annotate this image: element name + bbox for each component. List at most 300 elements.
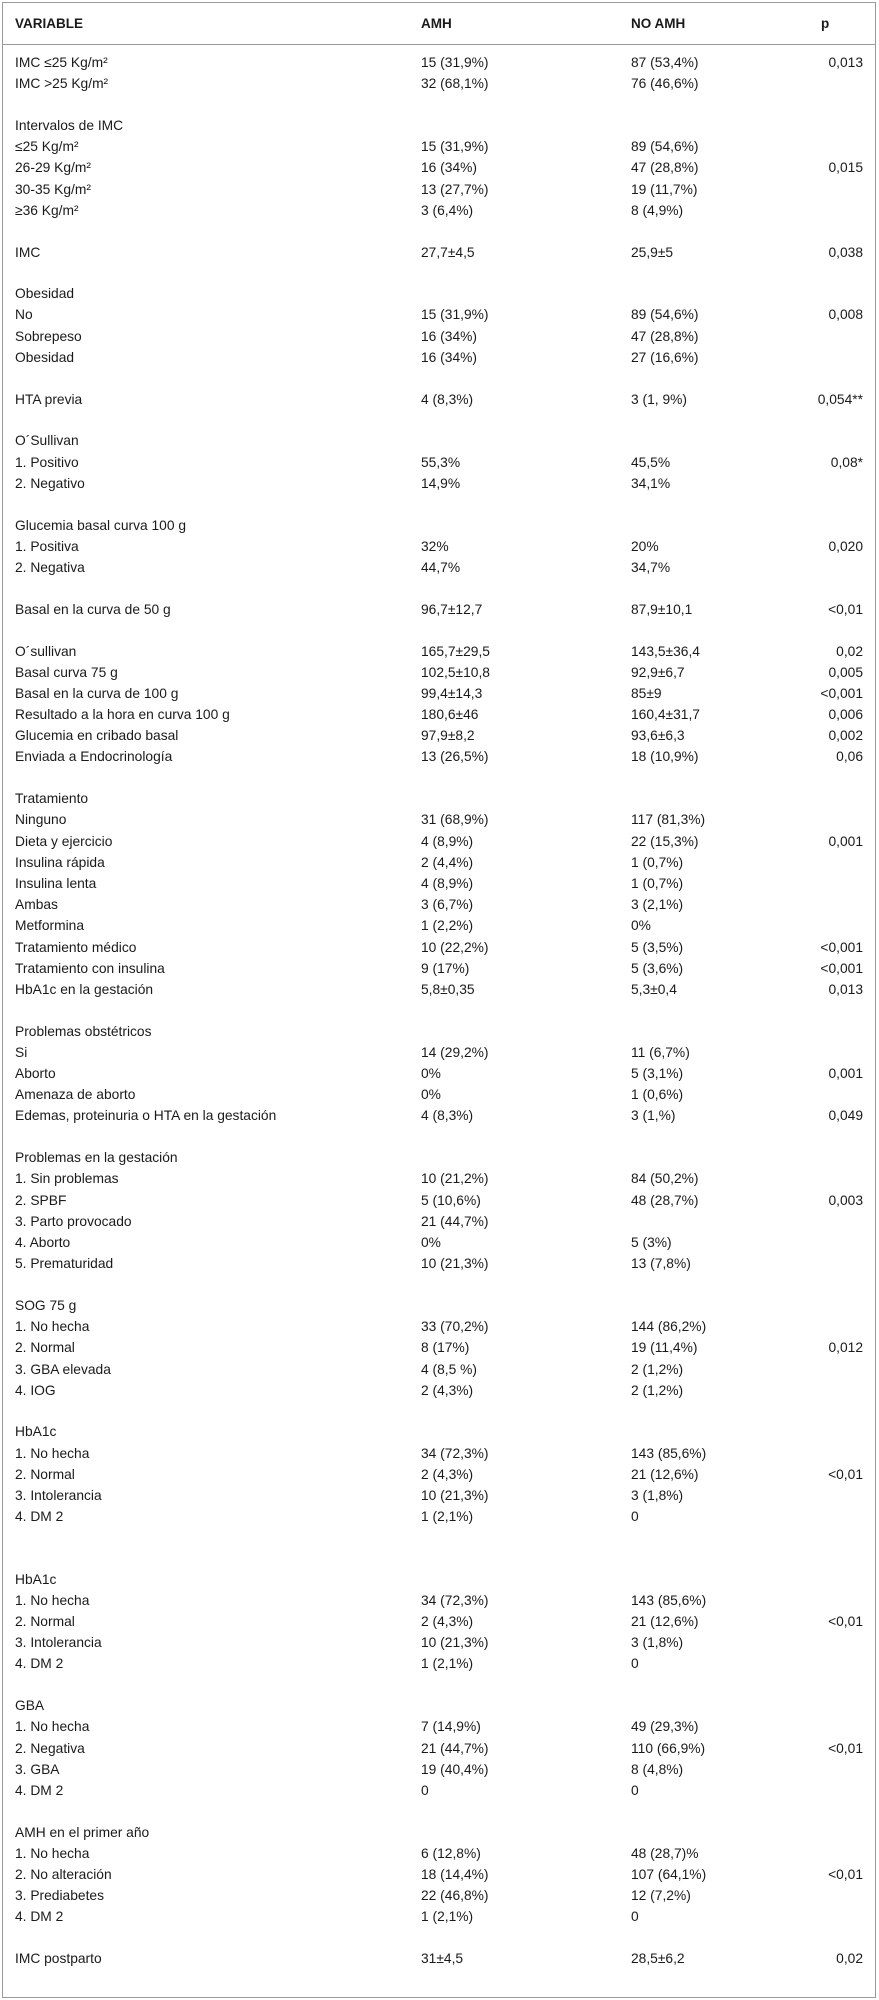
- cell-no-amh: 0: [631, 1509, 639, 1525]
- cell-amh: 1 (2,1%): [421, 1656, 474, 1672]
- cell-variable: Basal en la curva de 50 g: [15, 601, 171, 617]
- cell-amh: 4 (8,9%): [421, 833, 474, 849]
- cell-no-amh: 0: [631, 1782, 639, 1798]
- table-row: [3, 1948, 875, 1969]
- cell-variable: Sobrepeso: [15, 328, 82, 344]
- cell-variable: Problemas obstétricos: [15, 1023, 152, 1039]
- cell-variable: 1. No hecha: [15, 1592, 90, 1608]
- cell-p: 0,054**: [817, 391, 863, 407]
- table-spacer: [3, 620, 875, 641]
- table-row: [3, 662, 875, 683]
- table-row: [3, 1211, 875, 1232]
- table-row: [3, 1253, 875, 1274]
- table-row: [3, 1063, 875, 1084]
- cell-variable: Si: [15, 1044, 28, 1060]
- table-row: [3, 1147, 875, 1168]
- table-row: [3, 1759, 875, 1780]
- cell-amh: 0%: [421, 1234, 441, 1250]
- cell-no-amh: 25,9±5: [631, 244, 674, 260]
- cell-variable: 4. DM 2: [15, 1782, 64, 1798]
- table-row: [3, 242, 875, 263]
- cell-p: <0,001: [820, 960, 863, 976]
- cell-variable: O´sullivan: [15, 643, 77, 659]
- cell-variable: HbA1c en la gestación: [15, 981, 154, 997]
- cell-variable: 4. DM 2: [15, 1656, 64, 1672]
- cell-p: 0,038: [828, 244, 863, 260]
- table-row: [3, 389, 875, 410]
- table-row: [3, 1168, 875, 1189]
- cell-p: <0,01: [828, 1740, 863, 1756]
- table-row: [3, 1421, 875, 1442]
- cell-amh: 31±4,5: [421, 1951, 464, 1967]
- cell-variable: 2. SPBF: [15, 1192, 67, 1208]
- cell-variable: 2. Normal: [15, 1466, 75, 1482]
- cell-no-amh: 87 (53,4%): [631, 55, 699, 70]
- cell-p: 0,012: [828, 1340, 863, 1356]
- table-row: [3, 788, 875, 809]
- table-row: [3, 1042, 875, 1063]
- cell-variable: Glucemia en cribado basal: [15, 728, 179, 744]
- table-spacer: [3, 578, 875, 599]
- cell-no-amh: 27 (16,6%): [631, 349, 699, 365]
- cell-variable: HTA previa: [15, 391, 83, 407]
- cell-p: 0,013: [828, 55, 863, 70]
- cell-amh: 2 (4,3%): [421, 1382, 474, 1398]
- cell-no-amh: 0%: [631, 918, 651, 934]
- table-row: [3, 1716, 875, 1737]
- table-spacer: [3, 1548, 875, 1569]
- cell-amh: 16 (34%): [421, 160, 477, 176]
- cell-no-amh: 5,3±0,4: [631, 981, 677, 997]
- table-row: [3, 915, 875, 936]
- table-row: [3, 1822, 875, 1843]
- cell-variable: 3. GBA: [15, 1761, 60, 1777]
- cell-variable: 1. No hecha: [15, 1719, 90, 1735]
- cell-variable: 4. DM 2: [15, 1509, 64, 1525]
- cell-variable: 3. GBA elevada: [15, 1361, 111, 1377]
- cell-no-amh: 92,9±6,7: [631, 664, 685, 680]
- table-body: [3, 52, 875, 1969]
- cell-variable: 5. Prematuridad: [15, 1256, 114, 1272]
- cell-amh: 4 (8,3%): [421, 391, 474, 407]
- cell-variable: 3. Prediabetes: [15, 1888, 104, 1904]
- table-row: [3, 1084, 875, 1105]
- table-row: [3, 452, 875, 473]
- table-row: [3, 557, 875, 578]
- cell-variable: 2. Negativo: [15, 475, 85, 491]
- table-row: [3, 1295, 875, 1316]
- cell-variable: Intervalos de IMC: [15, 117, 124, 133]
- cell-variable: Basal curva 75 g: [15, 664, 118, 680]
- cell-amh: 5,8±0,35: [421, 981, 475, 997]
- cell-variable: HbA1c: [15, 1424, 57, 1440]
- cell-no-amh: 21 (12,6%): [631, 1613, 699, 1629]
- header-no-amh: NO AMH: [631, 16, 686, 31]
- cell-variable: Insulina lenta: [15, 875, 97, 891]
- cell-no-amh: 0: [631, 1909, 639, 1925]
- cell-p: <0,01: [828, 1613, 863, 1629]
- table-spacer: [3, 1127, 875, 1148]
- cell-no-amh: 76 (46,6%): [631, 76, 699, 92]
- cell-variable: Edemas, proteinuria o HTA en la gestación: [15, 1108, 277, 1124]
- table-row: [3, 473, 875, 494]
- cell-variable: 1. Positiva: [15, 538, 79, 554]
- cell-amh: 102,5±10,8: [421, 664, 490, 680]
- table-row: [3, 1569, 875, 1590]
- cell-amh: 1 (2,2%): [421, 918, 474, 934]
- cell-no-amh: 18 (10,9%): [631, 749, 699, 765]
- cell-variable: IMC ≤25 Kg/m²: [15, 55, 108, 70]
- table-row: [3, 725, 875, 746]
- cell-amh: 4 (8,9%): [421, 875, 474, 891]
- cell-p: 0,008: [828, 307, 863, 323]
- table-row: [3, 326, 875, 347]
- header-amh: AMH: [421, 16, 452, 31]
- cell-no-amh: 160,4±31,7: [631, 707, 700, 723]
- cell-variable: 26-29 Kg/m²: [15, 160, 91, 176]
- cell-amh: 19 (40,4%): [421, 1761, 489, 1777]
- cell-no-amh: 93,6±6,3: [631, 728, 685, 744]
- cell-amh: 16 (34%): [421, 328, 477, 344]
- table-row: [3, 831, 875, 852]
- table-row: [3, 1885, 875, 1906]
- cell-variable: IMC postparto: [15, 1951, 102, 1967]
- cell-no-amh: 3 (2,1%): [631, 897, 684, 913]
- cell-amh: 99,4±14,3: [421, 685, 483, 701]
- cell-no-amh: 2 (1,2%): [631, 1361, 684, 1377]
- cell-no-amh: 5 (3,1%): [631, 1066, 684, 1082]
- cell-p: 0,049: [828, 1108, 863, 1124]
- header-p: p: [821, 16, 830, 31]
- cell-variable: Ninguno: [15, 812, 67, 828]
- cell-no-amh: 19 (11,4%): [631, 1340, 698, 1356]
- cell-amh: 32%: [421, 538, 449, 554]
- cell-amh: 21 (44,7%): [421, 1740, 489, 1756]
- cell-variable: 3. Intolerancia: [15, 1635, 102, 1651]
- cell-no-amh: 87,9±10,1: [631, 601, 693, 617]
- cell-amh: 18 (14,4%): [421, 1867, 489, 1883]
- table-row: [3, 937, 875, 958]
- cell-variable: Tratamiento médico: [15, 939, 137, 955]
- cell-variable: 2. Normal: [15, 1613, 75, 1629]
- table-row: [3, 746, 875, 767]
- cell-amh: 55,3%: [421, 454, 461, 470]
- cell-no-amh: 3 (1, 9%): [631, 391, 687, 407]
- table-row: [3, 599, 875, 620]
- table-row: [3, 1316, 875, 1337]
- cell-no-amh: 1 (0,7%): [631, 875, 684, 891]
- cell-no-amh: 110 (66,9%): [631, 1740, 706, 1756]
- cell-no-amh: 89 (54,6%): [631, 307, 699, 323]
- cell-no-amh: 1 (0,6%): [631, 1087, 684, 1103]
- table-header: [3, 3, 875, 45]
- cell-amh: 3 (6,4%): [421, 202, 474, 218]
- cell-variable: O´Sullivan: [15, 433, 79, 449]
- cell-variable: 1. No hecha: [15, 1319, 90, 1335]
- table-row: [3, 1843, 875, 1864]
- cell-amh: 165,7±29,5: [421, 643, 490, 659]
- table-spacer: [3, 1000, 875, 1021]
- header-variable: VARIABLE: [15, 16, 84, 31]
- cell-variable: Problemas en la gestación: [15, 1150, 178, 1166]
- table-row: [3, 115, 875, 136]
- table-row: [3, 1864, 875, 1885]
- cell-amh: 4 (8,3%): [421, 1108, 474, 1124]
- cell-variable: Insulina rápida: [15, 854, 105, 870]
- table-row: [3, 1337, 875, 1358]
- cell-variable: SOG 75 g: [15, 1297, 77, 1313]
- table-row: [3, 136, 875, 157]
- cell-amh: 34 (72,3%): [421, 1592, 489, 1608]
- cell-p: 0,013: [828, 981, 863, 997]
- cell-amh: 34 (72,3%): [421, 1445, 489, 1461]
- table-row: [3, 641, 875, 662]
- cell-no-amh: 143 (85,6%): [631, 1445, 707, 1461]
- cell-p: 0,08*: [830, 454, 863, 470]
- cell-amh: 10 (22,2%): [421, 939, 489, 955]
- table-row: [3, 852, 875, 873]
- cell-variable: 2. Normal: [15, 1340, 75, 1356]
- cell-amh: 6 (12,8%): [421, 1845, 481, 1861]
- cell-p: 0,06: [836, 749, 863, 765]
- cell-amh: 16 (34%): [421, 349, 477, 365]
- cell-no-amh: 3 (1,%): [631, 1108, 676, 1124]
- table-row: [3, 1632, 875, 1653]
- table-row: [3, 157, 875, 178]
- cell-p: 0,02: [836, 643, 863, 659]
- cell-no-amh: 22 (15,3%): [631, 833, 699, 849]
- cell-amh: 27,7±4,5: [421, 244, 475, 260]
- cell-amh: 7 (14,9%): [421, 1719, 481, 1735]
- cell-p: 0,002: [828, 728, 863, 744]
- cell-variable: 4. Aborto: [15, 1234, 71, 1250]
- cell-variable: Glucemia basal curva 100 g: [15, 517, 187, 533]
- cell-p: 0,015: [828, 160, 863, 176]
- table-row: [3, 200, 875, 221]
- table-spacer: [3, 94, 875, 115]
- cell-p: <0,001: [820, 685, 863, 701]
- table-row: [3, 958, 875, 979]
- cell-no-amh: 28,5±6,2: [631, 1951, 685, 1967]
- cell-variable: Amenaza de aborto: [15, 1087, 136, 1103]
- table-row: [3, 894, 875, 915]
- cell-variable: Basal en la curva de 100 g: [15, 685, 179, 701]
- table-spacer: [3, 263, 875, 284]
- table-spacer: [3, 1801, 875, 1822]
- cell-amh: 10 (21,3%): [421, 1488, 489, 1504]
- cell-no-amh: 48 (28,7)%: [631, 1845, 699, 1861]
- cell-amh: 15 (31,9%): [421, 55, 489, 70]
- table-row: [3, 1738, 875, 1759]
- cell-no-amh: 20%: [631, 538, 659, 554]
- cell-amh: 32 (68,1%): [421, 76, 489, 92]
- cell-amh: 14,9%: [421, 475, 461, 491]
- table-spacer: [3, 494, 875, 515]
- cell-no-amh: 34,7%: [631, 559, 671, 575]
- cell-variable: 2. Negativa: [15, 1740, 85, 1756]
- cell-amh: 4 (8,5 %): [421, 1361, 477, 1377]
- cell-variable: 2. Negativa: [15, 559, 85, 575]
- cell-p: 0,003: [828, 1192, 863, 1208]
- cell-variable: Metformina: [15, 918, 85, 934]
- cell-amh: 2 (4,3%): [421, 1613, 474, 1629]
- cell-amh: 180,6±46: [421, 707, 479, 723]
- cell-variable: AMH en el primer año: [15, 1824, 150, 1840]
- cell-no-amh: 47 (28,8%): [631, 328, 699, 344]
- cell-no-amh: 45,5%: [631, 454, 671, 470]
- cell-amh: 0%: [421, 1066, 441, 1082]
- table-spacer: [3, 768, 875, 789]
- table-spacer: [3, 410, 875, 431]
- cell-p: 0,006: [828, 707, 863, 723]
- cell-no-amh: 21 (12,6%): [631, 1466, 699, 1482]
- cell-no-amh: 89 (54,6%): [631, 139, 699, 155]
- cell-amh: 1 (2,1%): [421, 1909, 474, 1925]
- cell-variable: Enviada a Endocrinología: [15, 749, 173, 765]
- cell-variable: Tratamiento: [15, 791, 89, 807]
- table-row: [3, 979, 875, 1000]
- cell-amh: 10 (21,3%): [421, 1635, 489, 1651]
- cell-no-amh: 8 (4,9%): [631, 202, 684, 218]
- table-row: [3, 683, 875, 704]
- cell-amh: 1 (2,1%): [421, 1509, 474, 1525]
- table-row: [3, 1359, 875, 1380]
- cell-variable: ≤25 Kg/m²: [15, 139, 79, 155]
- cell-no-amh: 13 (7,8%): [631, 1256, 691, 1272]
- table-row: [3, 1190, 875, 1211]
- cell-variable: 1. No hecha: [15, 1845, 90, 1861]
- table-row: [3, 283, 875, 304]
- table-row: [3, 52, 875, 73]
- table-row: [3, 1464, 875, 1485]
- cell-variable: 1. No hecha: [15, 1445, 90, 1461]
- cell-amh: 3 (6,7%): [421, 897, 474, 913]
- cell-no-amh: 85±9: [631, 685, 662, 701]
- cell-variable: Dieta y ejercicio: [15, 833, 113, 849]
- cell-amh: 33 (70,2%): [421, 1319, 489, 1335]
- table-spacer: [3, 1675, 875, 1696]
- cell-amh: 44,7%: [421, 559, 461, 575]
- cell-variable: ≥36 Kg/m²: [15, 202, 79, 218]
- table-row: [3, 1443, 875, 1464]
- cell-p: <0,01: [828, 601, 863, 617]
- cell-variable: 4. DM 2: [15, 1909, 64, 1925]
- cell-variable: Aborto: [15, 1066, 56, 1082]
- table-row: [3, 809, 875, 830]
- cell-no-amh: 5 (3%): [631, 1234, 672, 1250]
- cell-amh: 13 (26,5%): [421, 749, 489, 765]
- table-row: [3, 1232, 875, 1253]
- table-spacer: [3, 368, 875, 389]
- cell-amh: 21 (44,7%): [421, 1213, 489, 1229]
- cell-amh: 5 (10,6%): [421, 1192, 481, 1208]
- cell-variable: GBA: [15, 1698, 45, 1714]
- cell-p: 0,001: [828, 833, 863, 849]
- table-spacer: [3, 221, 875, 242]
- cell-amh: 9 (17%): [421, 960, 470, 976]
- table-row: [3, 304, 875, 325]
- cell-no-amh: 11 (6,7%): [631, 1044, 690, 1060]
- cell-no-amh: 8 (4,8%): [631, 1761, 684, 1777]
- table-row: [3, 1653, 875, 1674]
- cell-amh: 15 (31,9%): [421, 139, 489, 155]
- table-row: [3, 1906, 875, 1927]
- cell-variable: No: [15, 307, 33, 323]
- cell-amh: 0: [421, 1782, 429, 1798]
- cell-amh: 2 (4,3%): [421, 1466, 474, 1482]
- table-row: [3, 1695, 875, 1716]
- cell-variable: Tratamiento con insulina: [15, 960, 165, 976]
- cell-amh: 13 (27,7%): [421, 181, 489, 197]
- cell-no-amh: 12 (7,2%): [631, 1888, 691, 1904]
- cell-amh: 8 (17%): [421, 1340, 470, 1356]
- cell-amh: 22 (46,8%): [421, 1888, 489, 1904]
- cell-no-amh: 5 (3,5%): [631, 939, 684, 955]
- cell-no-amh: 3 (1,8%): [631, 1635, 684, 1651]
- cell-amh: 2 (4,4%): [421, 854, 474, 870]
- cell-amh: 10 (21,2%): [421, 1171, 489, 1187]
- cell-no-amh: 144 (86,2%): [631, 1319, 707, 1335]
- cell-variable: 30-35 Kg/m²: [15, 181, 91, 197]
- cell-variable: HbA1c: [15, 1571, 57, 1587]
- table-spacer: [3, 1401, 875, 1422]
- cell-amh: 14 (29,2%): [421, 1044, 489, 1060]
- table-spacer: [3, 1928, 875, 1949]
- cell-p: 0,001: [828, 1066, 863, 1082]
- cell-no-amh: 143 (85,6%): [631, 1592, 707, 1608]
- cell-p: 0,005: [828, 664, 863, 680]
- cell-amh: 0%: [421, 1087, 441, 1103]
- cell-p: <0,01: [828, 1867, 863, 1883]
- cell-no-amh: 107 (64,1%): [631, 1867, 707, 1883]
- cell-amh: 97,9±8,2: [421, 728, 475, 744]
- table-row: [3, 704, 875, 725]
- table-row: [3, 1380, 875, 1401]
- cell-no-amh: 48 (28,7%): [631, 1192, 699, 1208]
- table-row: [3, 73, 875, 94]
- cell-variable: IMC: [15, 244, 41, 260]
- cell-variable: 4. IOG: [15, 1382, 56, 1398]
- cell-no-amh: 47 (28,8%): [631, 160, 699, 176]
- cell-variable: 3. Intolerancia: [15, 1488, 102, 1504]
- data-table: [2, 2, 876, 1998]
- table-row: [3, 1485, 875, 1506]
- cell-no-amh: 34,1%: [631, 475, 671, 491]
- cell-variable: Resultado a la hora en curva 100 g: [15, 707, 230, 723]
- cell-no-amh: 117 (81,3%): [631, 812, 706, 828]
- cell-amh: 15 (31,9%): [421, 307, 489, 323]
- cell-no-amh: 2 (1,2%): [631, 1382, 684, 1398]
- cell-variable: IMC >25 Kg/m²: [15, 76, 109, 92]
- cell-variable: Obesidad: [15, 349, 75, 365]
- table-spacer: [3, 1274, 875, 1295]
- table-spacer: [3, 1527, 875, 1548]
- cell-p: <0,001: [820, 939, 863, 955]
- cell-amh: 96,7±12,7: [421, 601, 483, 617]
- cell-p: 0,020: [828, 538, 863, 554]
- cell-variable: 1. Sin problemas: [15, 1171, 119, 1187]
- cell-p: 0,02: [836, 1951, 863, 1967]
- cell-variable: 2. No alteración: [15, 1867, 112, 1883]
- table-row: [3, 1611, 875, 1632]
- table-row: [3, 1021, 875, 1042]
- table-row: [3, 1506, 875, 1527]
- cell-amh: 31 (68,9%): [421, 812, 489, 828]
- table-row: [3, 1590, 875, 1611]
- cell-variable: Obesidad: [15, 286, 75, 302]
- cell-no-amh: 84 (50,2%): [631, 1171, 699, 1187]
- cell-no-amh: 3 (1,8%): [631, 1488, 684, 1504]
